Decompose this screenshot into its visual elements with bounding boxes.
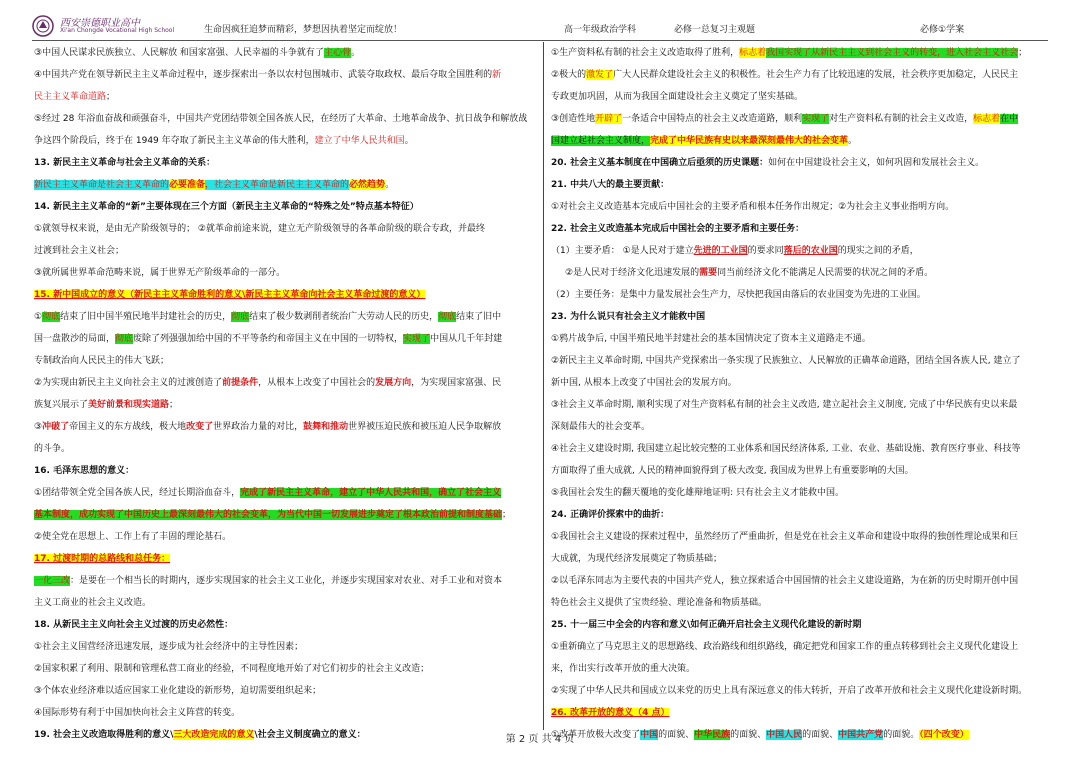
text-line: ②使全党在思想上、工作上有了丰固的理论基石。 — [34, 532, 232, 542]
text-line: ①团结带领全党全国各族人民，经过长期浴血奋斗，完成了新民主主义革命，建立了中华人民共和国，确立了社会主义 — [34, 488, 502, 498]
text-line: 新中国, 从根本上改变了中国社会的发展方向。 — [551, 378, 737, 388]
column-divider — [543, 42, 544, 730]
section-heading: 22. 社会主义改造基本完成后中国社会的主要矛盾和主要任务： — [551, 224, 805, 234]
text-line: ③创造性地开辟了一条适合中国特点的社会主义改造道路，顺利实现了对生产资料私有制的社会主义改造，标志着在中 — [551, 114, 1019, 124]
text-line: ⑤经过 28 年浴血奋战和顽强奋斗，中国共产党团结带领全国各族人民，在经历了大革命、土地革命战争、抗日战争和解放战 — [34, 114, 528, 124]
text-line: ②为实现由新民主主义向社会主义的过渡创造了前提条件，从根本上改变了中国社会的发展方向，为实现国家富强、民 — [34, 378, 502, 388]
section-heading: 14. 新民主主义革命的“新”主要体现在三个方面（新民主主义革命的“特殊之处”特点基本特征） — [34, 202, 419, 212]
text-line: 一化三改：是要在一个相当长的时期内，逐步实现国家的社会主义工业化，并逐步实现国家对农业、对手工业和对资本 — [34, 576, 503, 586]
section-heading: 19. 社会主义改造取得胜利的意义\三大改造完成的意义\社会主义制度确立的意义： — [34, 730, 366, 740]
section-heading: 21. 中共八大的最主要贡献： — [551, 180, 670, 190]
text-line: ③个体农业经济难以适应国家工业化建设的新形势，迫切需要组织起来； — [34, 686, 322, 696]
header-slogan: 生命因疯狂追梦而精彩，梦想因执着坚定而绽放！ — [204, 25, 403, 35]
header-doc-type: 必修①学案 — [920, 25, 965, 35]
text-line: ②国家积累了利用、限制和管理私营工商业的经验，不同程度地开始了对它们初步的社会主义改造； — [34, 664, 430, 674]
text-line: 专政更加巩固，从而为我国全面建设社会主义奠定了坚实基础。 — [551, 92, 804, 102]
text-line: 来，作出实行改革开放的重大决策。 — [551, 664, 696, 674]
text-line: ①重新确立了马克思主义的思想路线、政治路线和组织路线，确定把党和国家工作的重点转移到社会主义现代化建设上 — [551, 642, 1019, 652]
school-name: 西安崇德职业高中 — [60, 18, 140, 29]
section-heading: 13. 新民主主义革命与社会主义革命的关系： — [34, 158, 216, 168]
text-line: ①对社会主义改造基本完成后中国社会的主要矛盾和根本任务作出规定；②为社会主义事业指明方向。 — [551, 202, 955, 212]
text-line: ②是人民对于经济文化迅速发展的需要同当前经济文化不能满足人民需要的状况之间的矛盾。 — [565, 268, 934, 278]
section-heading: 25. 十一届三中全会的内容和意义\如何正确开启社会主义现代化建设的新时期 — [551, 620, 862, 630]
text-line: 族复兴展示了美好前景和现实道路； — [34, 400, 179, 410]
section-heading: 18. 从新民主主义向社会主义过渡的历史必然性： — [34, 620, 234, 630]
text-line: ④国际形势有利于中国加快向社会主义阵营的转变。 — [34, 708, 241, 718]
header-topic: 必修一总复习主观题 — [674, 25, 756, 35]
text-line: 过渡到社会主义社会； — [34, 246, 125, 256]
text-line: ①生产资料私有制的社会主义改造取得了胜利，标志着我国实现了从新民主主义到社会主义的转变，进入社会主义社会； — [551, 48, 1028, 58]
section-heading: 15. 新中国成立的意义（新民主主义革命胜利的意义\新民主主义革命向社会主义革命过渡的意义） — [34, 290, 426, 300]
section-heading: 24. 正确评价探索中的曲折： — [551, 510, 670, 520]
text-line: 深刻最伟大的社会变革。 — [551, 422, 651, 432]
text-line: ②新民主主义革命时期, 中国共产党探索出一条实现了民族独立、人民解放的正确革命道路，团结全国各族人民, 建立了 — [551, 356, 1021, 366]
left-column — [34, 42, 534, 746]
text-line: （1）主要矛盾： ①是人民对于建立先进的工业国的要求同落后的农业国的现实之间的矛盾， — [551, 246, 919, 256]
school-logo — [32, 14, 192, 38]
page-header — [32, 14, 1048, 41]
text-line: 的斗争。 — [34, 444, 71, 454]
header-grade-subject: 高一年级政治学科 — [564, 25, 637, 35]
text-line: 国建立起社会主义制度，完成了中华民族有史以来最深刻最伟大的社会变革。 — [551, 136, 858, 146]
text-line: （2）主要任务：是集中力量发展社会生产力，尽快把我国由落后的农业国变为先进的工业国。 — [551, 290, 926, 300]
text-line: 新民主主义革命是社会主义革命的必要准备，社会主义革命是新民主主义革命的必然趋势。 — [34, 180, 395, 190]
text-line: 特色社会主义提供了宝贵经验、理论准备和物质基础。 — [551, 598, 768, 608]
text-line: 基本制度，成功实现了中国历史上最深刻最伟大的社会变革，为当代中国一切发展进步奠定了根本政治前提和制度基础； — [34, 510, 512, 520]
text-line: ③中国人民谋求民族独立、人民解放 和国家富强、人民幸福的斗争就有了主心骨。 — [34, 48, 360, 58]
text-line: ⑤我国社会发生的翻天覆地的变化雄辩地证明: 只有社会主义才能救中国。 — [551, 488, 844, 498]
school-emblem-icon — [32, 15, 54, 37]
text-line: 国一盘散沙的局面，彻底废除了列强强加给中国的不平等条约和帝国主义在中国的一切特权，实现了中国从几千年封建 — [34, 334, 503, 344]
right-column — [551, 42, 1051, 746]
text-line: 专制政治向人民民主的伟大飞跃； — [34, 356, 170, 366]
text-line: 争这四个阶段后，终于在 1949 年夺取了新民主主义革命的伟大胜利，建立了中华人民共和国。 — [34, 136, 414, 146]
text-line: ③就所属世界革命范畴来说，属于世界无产阶级革命的一部分。 — [34, 268, 286, 278]
text-line: ③社会主义革命时期, 顺利实现了对生产资料私有制的社会主义改造, 建立起社会主义制度, 完成了中华民族有史以来最 — [551, 400, 1018, 410]
text-line: ④社会主义建设时期, 我国建立起比较完整的工业体系和国民经济体系, 工业、农业、基础设施、教育医疗事业、科技等 — [551, 444, 1021, 454]
school-name-en: Xi'an Chongde Vocational High School — [60, 27, 175, 34]
page-number: 第 2 页 共 4 页 — [505, 734, 575, 745]
text-line: ②实现了中华人民共和国成立以来党的历史上具有深远意义的伟大转折，开启了改革开放和社会主义现代化建设新时期。 — [551, 686, 1028, 696]
text-line: 方面取得了重大成就, 人民的精神面貌得到了极大改变, 我国成为世界上有重要影响的大国。 — [551, 466, 914, 476]
text-line: ①就领导权来说，是由无产阶级领导的； ②就革命前途来说，建立无产阶级领导的各革命阶级的联合专政，并最终 — [34, 224, 486, 234]
text-line: 大成就，为现代经济发展奠定了物质基础； — [551, 554, 723, 564]
text-line: ①社会主义国营经济迅速发展，逐步成为社会经济中的主导性因素； — [34, 642, 304, 652]
section-heading: 17. 过渡时期的总路线和总任务： — [34, 554, 171, 564]
section-heading: 23. 为什么说只有社会主义才能救中国 — [551, 312, 706, 322]
text-line: ①鸦片战争后, 中国半殖民地半封建社会的基本国情决定了资本主义道路走不通。 — [551, 334, 871, 344]
text-line: ①彻底结束了旧中国半殖民地半封建社会的历史，彻底结束了极少数剥削者统治广大劳动人民的历史，彻底结束了旧中 — [34, 312, 502, 322]
text-line: ①我国社会主义建设的探索过程中，虽然经历了严重曲折，但是党在社会主义革命和建设中取得的独创性理论成果和巨 — [551, 532, 1019, 542]
text-line: ①改革开放极大改变了中国的面貌、中华民族的面貌、中国人民的面貌、中国共产党的面貌。（四个改变） — [551, 730, 969, 740]
text-line: 20. 社会主义基本制度在中国确立后亟须的历史课题：如何在中国建设社会主义，如何巩固和发展社会主义。 — [551, 158, 985, 168]
text-line: ③冲破了帝国主义的东方战线，极大地改变了世界政治力量的对比，鼓舞和推动世界被压迫民族和被压迫人民争取解放 — [34, 422, 502, 432]
text-line: ④中国共产党在领导新民主主义革命过程中，逐步探索出一条以农村包围城市、武装夺取政权、最后夺取全国胜利的新 — [34, 70, 502, 80]
section-heading: 26. 改革开放的意义（4 点） — [551, 708, 670, 718]
text-line: 主义工商业的社会主义改造。 — [34, 598, 152, 608]
text-line: 民主主义革命道路； — [34, 92, 116, 102]
text-line: ②以毛泽东同志为主要代表的中国共产党人，独立探索适合中国国情的社会主义建设道路，为在新的历史时期开创中国 — [551, 576, 1019, 586]
text-line: ②极大的激发了广大人民群众建设社会主义的积极性。社会生产力有了比较迅速的发展，社会秩序更加稳定，人民民主 — [551, 70, 1019, 80]
section-heading: 16. 毛泽东思想的意义： — [34, 466, 135, 476]
